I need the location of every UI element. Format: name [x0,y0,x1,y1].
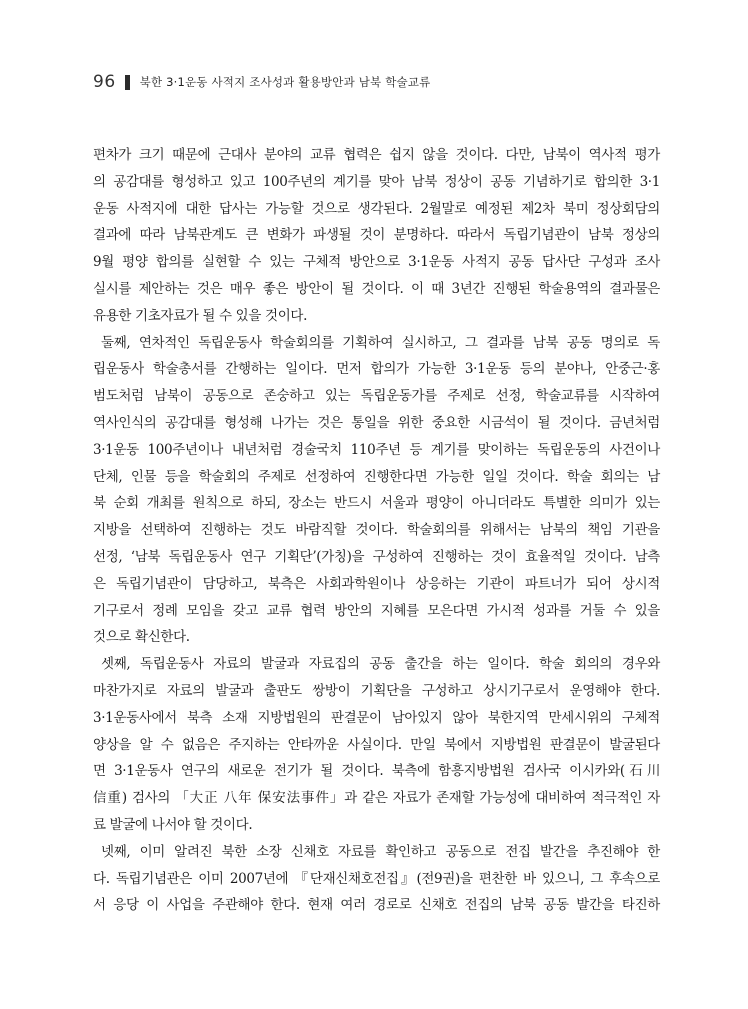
text-line: 실시를 제안하는 것은 매우 좋은 방안이 될 것이다. 이 때 3년간 진행된 학술용역의 결과물은 [93,280,660,297]
header-separator [125,75,130,90]
body-text [93,142,660,919]
text-line: 넷째, 이미 알려진 북한 소장 신채호 자료를 확인하고 공동으로 전집 발간을 추진해야 한 [101,843,660,860]
page-number: 96 [93,72,116,92]
text-line: 기구로서 정례 모임을 갖고 교류 협력 방안의 지혜를 모은다면 가시적 성과를 거둘 수 있을 [93,602,660,619]
text-line: 선정, ‘남북 독립운동사 연구 기획단’(가칭)을 구성하여 진행하는 것이 효율적일 것이다. 남측 [93,548,660,565]
text-line: 결과에 따라 남북관계도 큰 변화가 파생될 것이 분명하다. 따라서 독립기념관이 남북 정상의 [93,227,660,244]
text-line: 북 순회 개최를 원칙으로 하되, 장소는 반드시 서울과 평양이 아니더라도 특별한 의미가 있는 [93,495,660,512]
text-line: 다. 독립기념관은 이미 2007년에 『단재신채호전집』(전9권)을 편찬한 바 있으니, 그 후속으로 [93,870,660,887]
text-line: 립운동사 학술총서를 간행하는 일이다. 먼저 합의가 가능한 3·1운동 등의 분야나, 안중근·홍 [93,361,660,378]
text-line: 은 독립기념관이 담당하고, 북측은 사회과학원이나 상응하는 기관이 파트너가 되어 상시적 [93,575,660,592]
text-line: 3·1운동 100주년이나 내년처럼 경술국치 110주년 등 계기를 맞이하는 독립운동의 사건이나 [93,441,660,458]
text-line: 3·1운동사에서 북측 소재 지방법원의 판결문이 남아있지 않아 북한지역 만세시위의 구체적 [93,709,660,726]
text-line: 것으로 확신한다. [93,629,190,646]
running-title: 북한 3·1운동 사적지 조사성과 활용방안과 남북 학술교류 [139,75,431,89]
text-line: 면 3·1운동사 연구의 새로운 전기가 될 것이다. 북측에 함흥지방법원 검사국 이시카와(石川 [93,763,660,780]
text-line: 유용한 기초자료가 될 수 있을 것이다. [93,307,308,324]
text-line: 信重) 검사의 「大正 八年 保安法事件」과 같은 자료가 존재할 가능성에 대비하여 적극적인 자 [93,790,660,807]
text-line: 역사인식의 공감대를 형성해 나가는 것은 통일을 위한 중요한 시금석이 될 것이다. 금년처럼 [93,414,660,431]
text-line: 마찬가지로 자료의 발굴과 출판도 쌍방이 기획단을 구성하고 상시기구로서 운영해야 한다. [93,682,660,699]
text-line: 셋째, 독립운동사 자료의 발굴과 자료집의 공동 출간을 하는 일이다. 학술 회의의 경우와 [101,656,660,673]
text-line: 료 발굴에 나서야 할 것이다. [93,816,253,833]
text-line: 서 응당 이 사업을 주관해야 한다. 현재 여러 경로로 신채호 전집의 남북 공동 발간을 타진하 [93,897,660,914]
text-line: 9월 평양 합의를 실현할 수 있는 구체적 방안으로 3·1운동 사적지 공동 답사단 구성과 조사 [93,254,660,271]
text-line: 지방을 선택하여 진행하는 것도 바람직할 것이다. 학술회의를 위해서는 남북의 책임 기관을 [93,522,660,539]
running-header [93,72,430,92]
text-line: 둘째, 연차적인 독립운동사 학술회의를 기획하여 실시하고, 그 결과를 남북 공동 명의로 독 [101,334,660,351]
text-line: 양상을 알 수 없음은 주지하는 안타까운 사실이다. 만일 북에서 지방법원 판결문이 발굴된다 [93,736,660,753]
text-line: 운동 사적지에 대한 답사는 가능할 것으로 생각된다. 2월말로 예정된 제2차 북미 정상회담의 [93,200,660,217]
text-line: 편차가 크기 때문에 근대사 분야의 교류 협력은 쉽지 않을 것이다. 다만, 남북이 역사적 평가 [93,147,660,163]
text-line: 단체, 인물 등을 학술회의 주제로 선정하여 진행한다면 가능한 일일 것이다. 학술 회의는 남 [93,468,660,485]
text-line: 범도처럼 남북이 공동으로 존숭하고 있는 독립운동가를 주제로 선정, 학술교류를 시작하여 [93,388,660,405]
text-line: 의 공감대를 형성하고 있고 100주년의 계기를 맞아 남북 정상이 공동 기념하기로 합의한 3·1 [93,173,660,190]
